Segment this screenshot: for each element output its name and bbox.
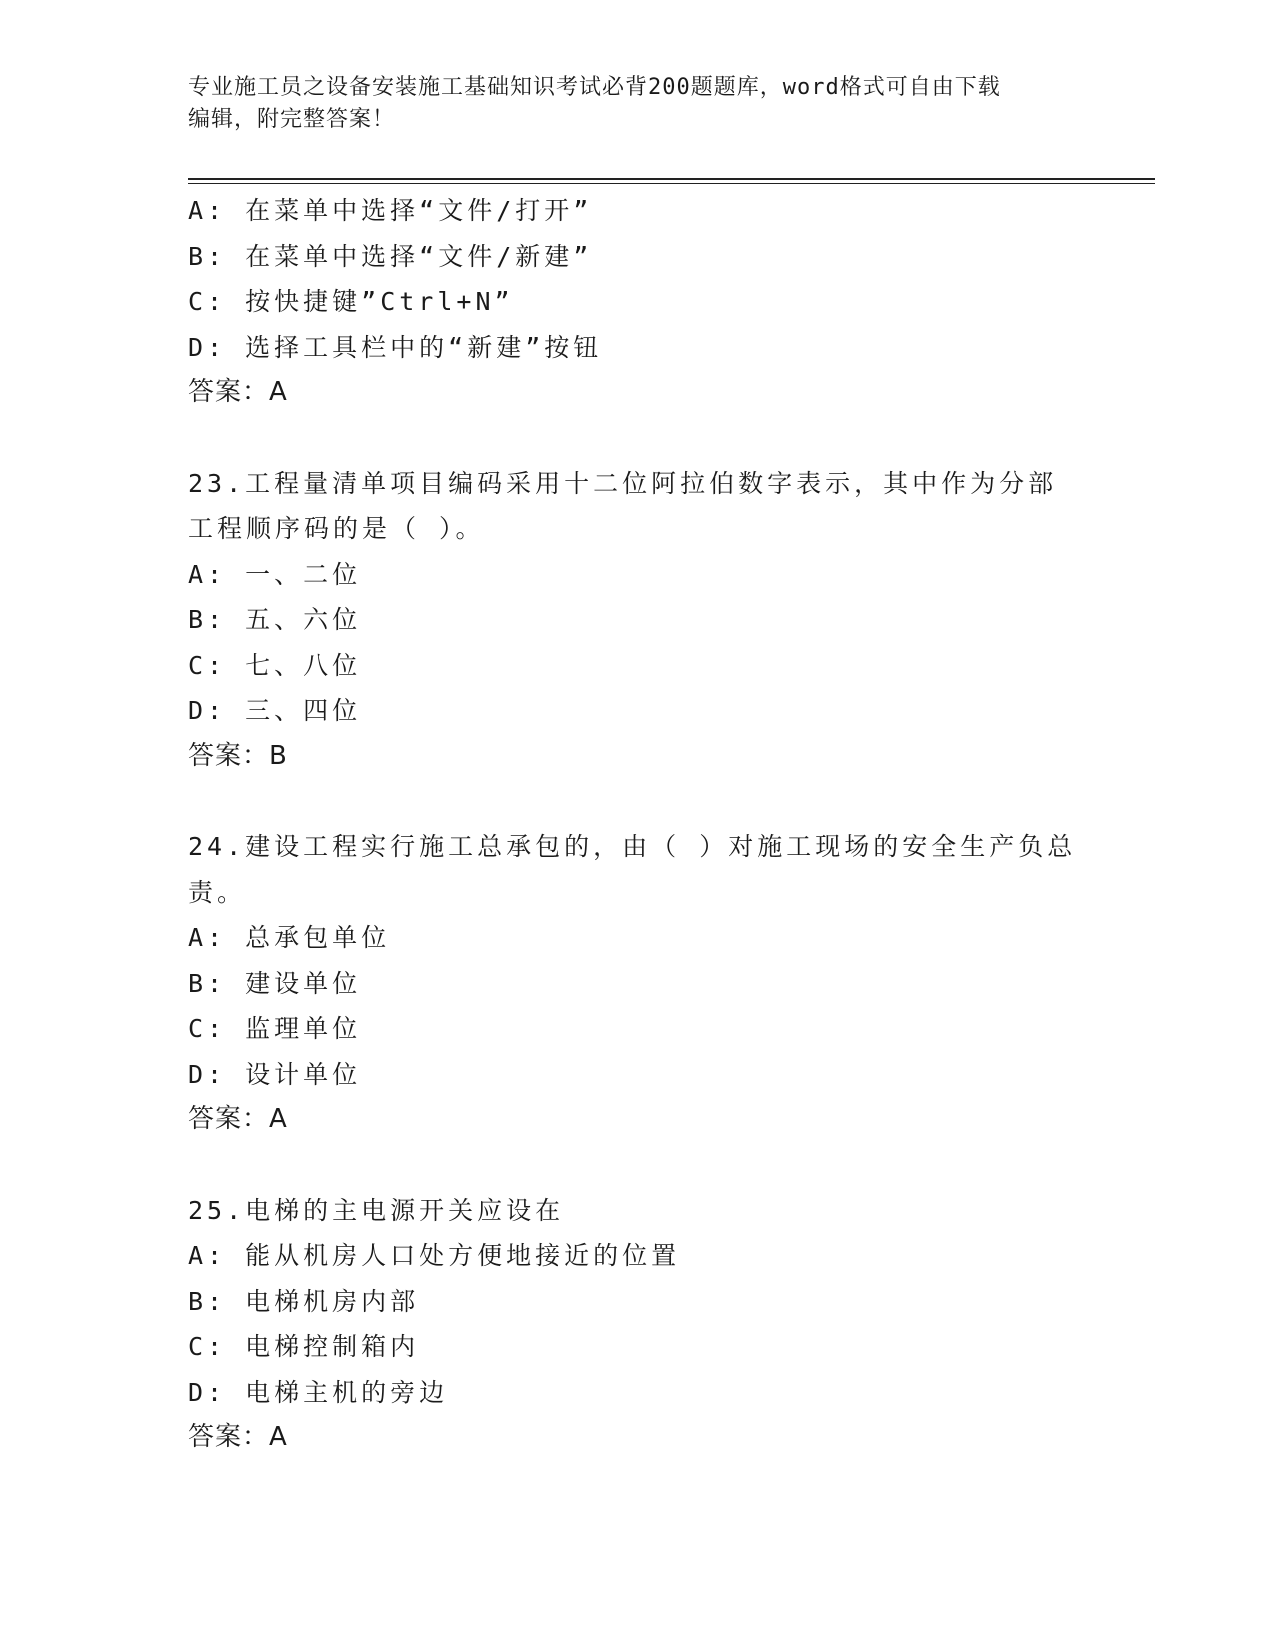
document-header — [188, 72, 1088, 136]
option-b: B: 建设单位 — [188, 968, 362, 998]
answer-line: 答案：A — [188, 1104, 288, 1134]
option-c: C: 监理单位 — [188, 1014, 362, 1043]
option-d: D: 选择工具栏中的“新建”按钮 — [188, 332, 603, 362]
option-d: D: 电梯主机的旁边 — [188, 1377, 449, 1407]
answer-line: 答案：A — [188, 1422, 288, 1452]
option-b: B: 五、六位 — [188, 605, 362, 634]
option-a: A: 总承包单位 — [188, 923, 391, 952]
question-text: 25.电梯的主电源开关应设在 — [188, 1195, 565, 1225]
question-23 — [188, 461, 1088, 780]
spacer — [188, 1143, 1088, 1188]
header-title-line-1: 专业施工员之设备安装施工基础知识考试必背200题题库，word格式可自由下载 — [188, 75, 1001, 100]
option-c: C: 按快捷键”Ctrl+N” — [188, 287, 514, 316]
question-25 — [188, 1188, 1088, 1461]
question-list — [188, 188, 1088, 1461]
answer-line: 答案：B — [188, 740, 288, 771]
option-d: D: 设计单位 — [188, 1059, 362, 1089]
header-title-line-2: 编辑，附完整答案！ — [188, 107, 396, 132]
question-24 — [188, 824, 1088, 1143]
option-d: D: 三、四位 — [188, 696, 362, 725]
question-22-continued — [188, 188, 1088, 416]
option-b: B: 在菜单中选择“文件/新建” — [188, 241, 593, 271]
option-b: B: 电梯机房内部 — [188, 1286, 420, 1316]
option-a: A: 能从机房人口处方便地接近的位置 — [188, 1241, 681, 1270]
option-a: A: 在菜单中选择“文件/打开” — [188, 196, 593, 225]
question-text: 24.建设工程实行施工总承包的，由（ ）对施工现场的安全生产负总责。 — [188, 832, 1077, 907]
option-c: C: 七、八位 — [188, 650, 362, 680]
header-divider-thin — [188, 183, 1155, 184]
answer-line: 答案：A — [188, 377, 288, 407]
spacer — [188, 779, 1088, 824]
question-text: 23.工程量清单项目编码采用十二位阿拉伯数字表示，其中作为分部工程顺序码的是（ ）。 — [188, 468, 1058, 543]
spacer — [188, 416, 1088, 461]
option-a: A: 一、二位 — [188, 559, 362, 589]
header-divider-thick — [188, 178, 1155, 180]
option-c: C: 电梯控制箱内 — [188, 1332, 420, 1361]
